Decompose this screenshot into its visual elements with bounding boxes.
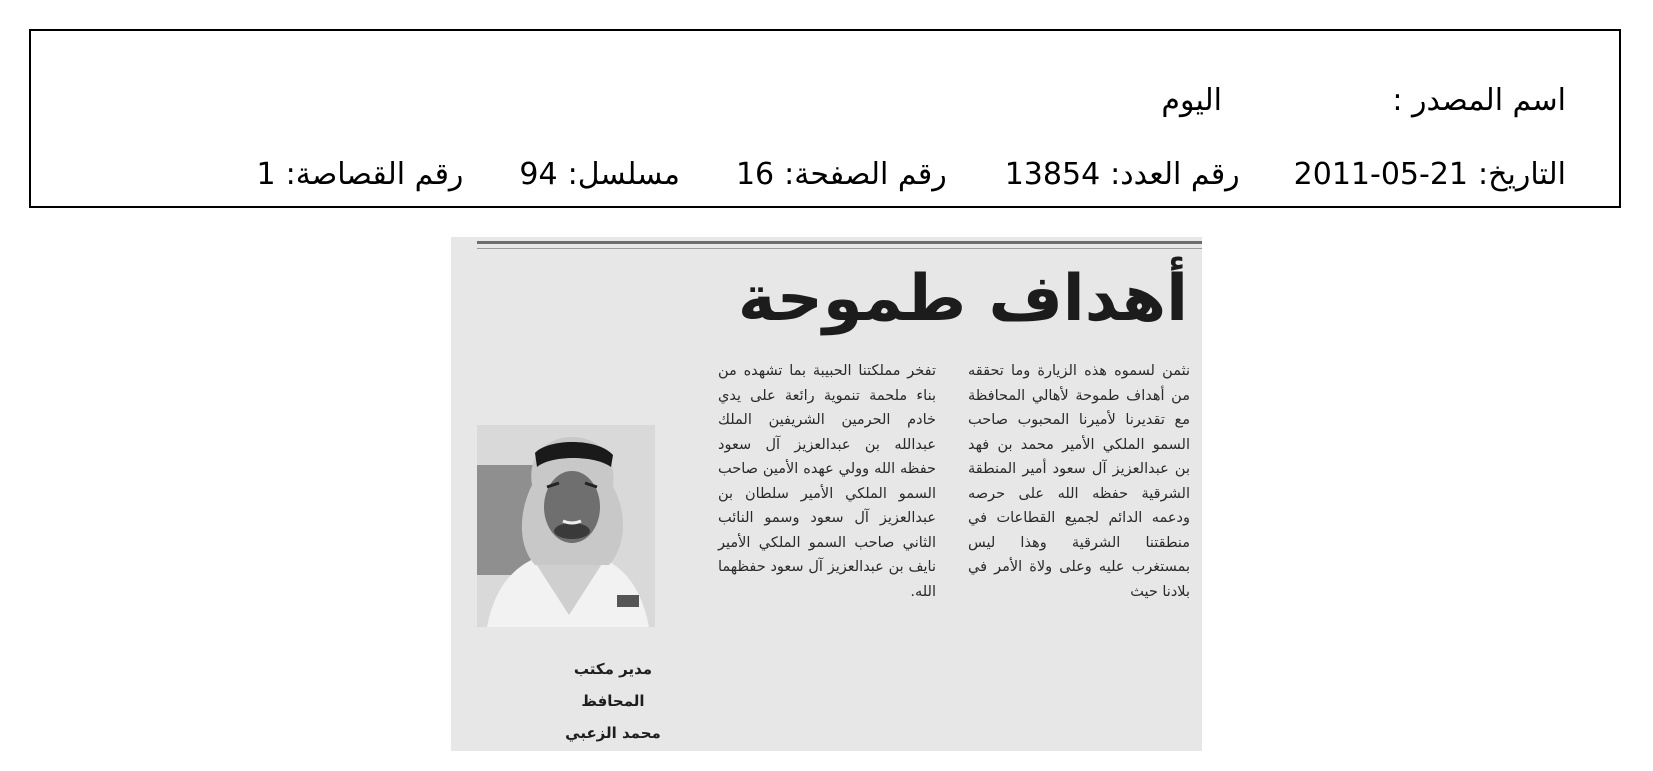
meta-row — [257, 157, 1566, 193]
issue-field — [1005, 157, 1240, 193]
source-info-box — [29, 29, 1621, 208]
article-column-middle-text: تفخر مملكتنا الحبيبة بما تشهده من بناء ملحمة تنموية رائعة على يدي خادم الحرمين الشريفين الملك عبدالله بن عبدالعزيز آل سعود حفظه الله وولي عهده الأمين صاحب السمو الملكي الأمير سلطان بن عبدالعزيز آل سعود وسمو النائب الثاني صاحب السمو الملكي الأمير نايف بن عبدالعزيز آل سعود حفظهما الله. — [718, 363, 936, 600]
date-label: التاريخ: — [1478, 157, 1566, 192]
top-rule-thin — [477, 248, 1202, 249]
source-value: اليوم — [1161, 83, 1222, 118]
date-value: 2011-05-21 — [1293, 157, 1469, 192]
page-label: رقم الصفحة: — [784, 157, 947, 192]
article-column-right-text: نثمن لسموه هذه الزيارة وما تحققه من أهداف طموحة لأهالي المحافظة مع تقديرنا لأميرنا المحبوب صاحب السمو الملكي الأمير محمد بن فهد بن عبدالعزيز آل سعود أمير المنطقة الشرقية حفظه الله على حرصه ودعمه الدائم لجميع القطاعات في منطقتنا الشرقية وهذا ليس بمستغرب عليه وعلى ولاة الأمر في بلادنا حيث — [968, 363, 1190, 600]
top-rule — [477, 241, 1202, 244]
author-photo — [477, 425, 655, 627]
page-field — [736, 157, 947, 193]
serial-value: 94 — [519, 157, 558, 192]
issue-label: رقم العدد: — [1110, 157, 1240, 192]
source-label: اسم المصدر : — [1392, 83, 1566, 118]
article-column-right — [968, 359, 1190, 604]
page-value: 16 — [735, 157, 775, 192]
clip-number-label: رقم القصاصة: — [285, 157, 464, 192]
serial-field — [519, 157, 680, 193]
clip-number-value: 1 — [256, 157, 276, 192]
article-headline: أهداف طموحة — [737, 262, 1188, 336]
date-field — [1294, 157, 1566, 193]
caption-title: مدير مكتب المحافظ — [573, 660, 653, 710]
caption-name: محمد الزعبي — [565, 724, 661, 742]
article-column-middle — [718, 359, 936, 604]
newspaper-clipping — [451, 237, 1202, 751]
author-photo-image — [477, 425, 655, 627]
issue-value: 13854 — [1004, 157, 1101, 192]
photo-caption — [543, 653, 683, 749]
clip-number-field — [257, 157, 464, 193]
serial-label: مسلسل: — [567, 157, 680, 192]
